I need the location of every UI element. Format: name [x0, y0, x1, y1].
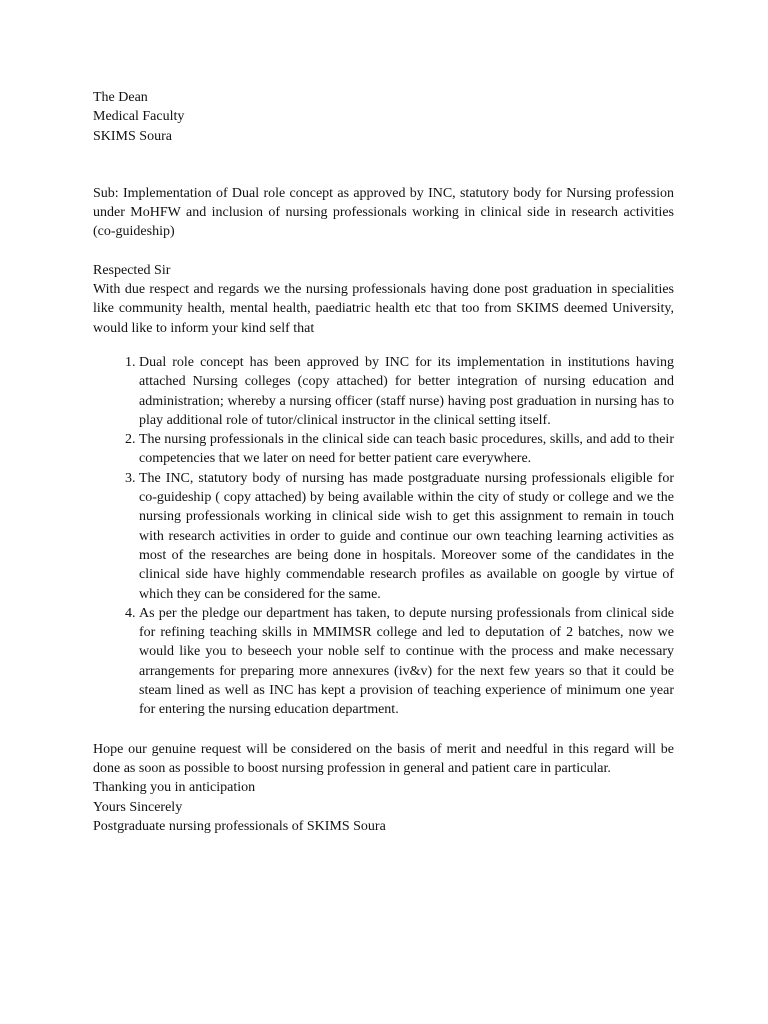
sign-off: Yours Sincerely [93, 799, 183, 815]
salutation: Respected Sir [93, 262, 171, 278]
list-item: 3. The INC, statutory body of nursing has made postgraduate nursing professionals eligible for co-guideship ( copy attached) by being available within the city of study or college and we the nursing professionals working in clinical side wish to get this assignment to remain in touch with research activities in order to guide and continue our own teaching learning activities as most of the researches are being done in hospitals. Moreover some of the candidates in the clinical side have highly commendable research profiles as available on google by virtue of which they can be considered for the same. [139, 469, 674, 604]
signatory: Postgraduate nursing professionals of SKIMS Soura [93, 818, 386, 834]
subject-line: Sub: Implementation of Dual role concept as approved by INC, statutory body for Nursing profession under MoHFW and inclusion of nursing professionals working in clinical side in research activities (co-guideship) [93, 185, 674, 240]
address-line-1: The Dean [93, 90, 148, 105]
closing-request: Hope our genuine request will be considered on the basis of merit and needful in this regard will be done as soon as possible to boost nursing profession in general and patient care in particular. [93, 741, 674, 776]
intro-paragraph: With due respect and regards we the nursing professionals having done post graduation in specialities like community health, mental health, paediatric health etc that too from SKIMS deemed University, would like to inform your kind self that [93, 282, 674, 336]
list-item: 4. As per the pledge our department has taken, to depute nursing professionals from clinical side for refining teaching skills in MMIMSR college and led to deputation of 2 batches, now we would like you to beseech your noble self to continue with the process and make necessary arrangements for preparing more annexures (iv&v) for the next few years so that it could be steam lined as well as INC has kept a provision of teaching experience of minimum one year for entering the nursing education department. [139, 604, 674, 720]
address-line-2: Medical Faculty [93, 109, 185, 125]
numbered-points-list [93, 353, 674, 720]
list-item: 2. The nursing professionals in the clinical side can teach basic procedures, skills, and add to their competencies that we later on need for better patient care everywhere. [139, 430, 674, 469]
list-item: 1. Dual role concept has been approved by INC for its implementation in institutions having attached Nursing colleges (copy attached) for better integration of nursing education and administration; whereby a nursing officer (staff nurse) having post graduation in nursing has to play additional role of tutor/clinical instructor in the clinical setting itself. [139, 353, 674, 430]
address-line-3: SKIMS Soura [93, 128, 172, 144]
thanks-line: Thanking you in anticipation [93, 780, 256, 796]
recipient-address [93, 88, 674, 146]
